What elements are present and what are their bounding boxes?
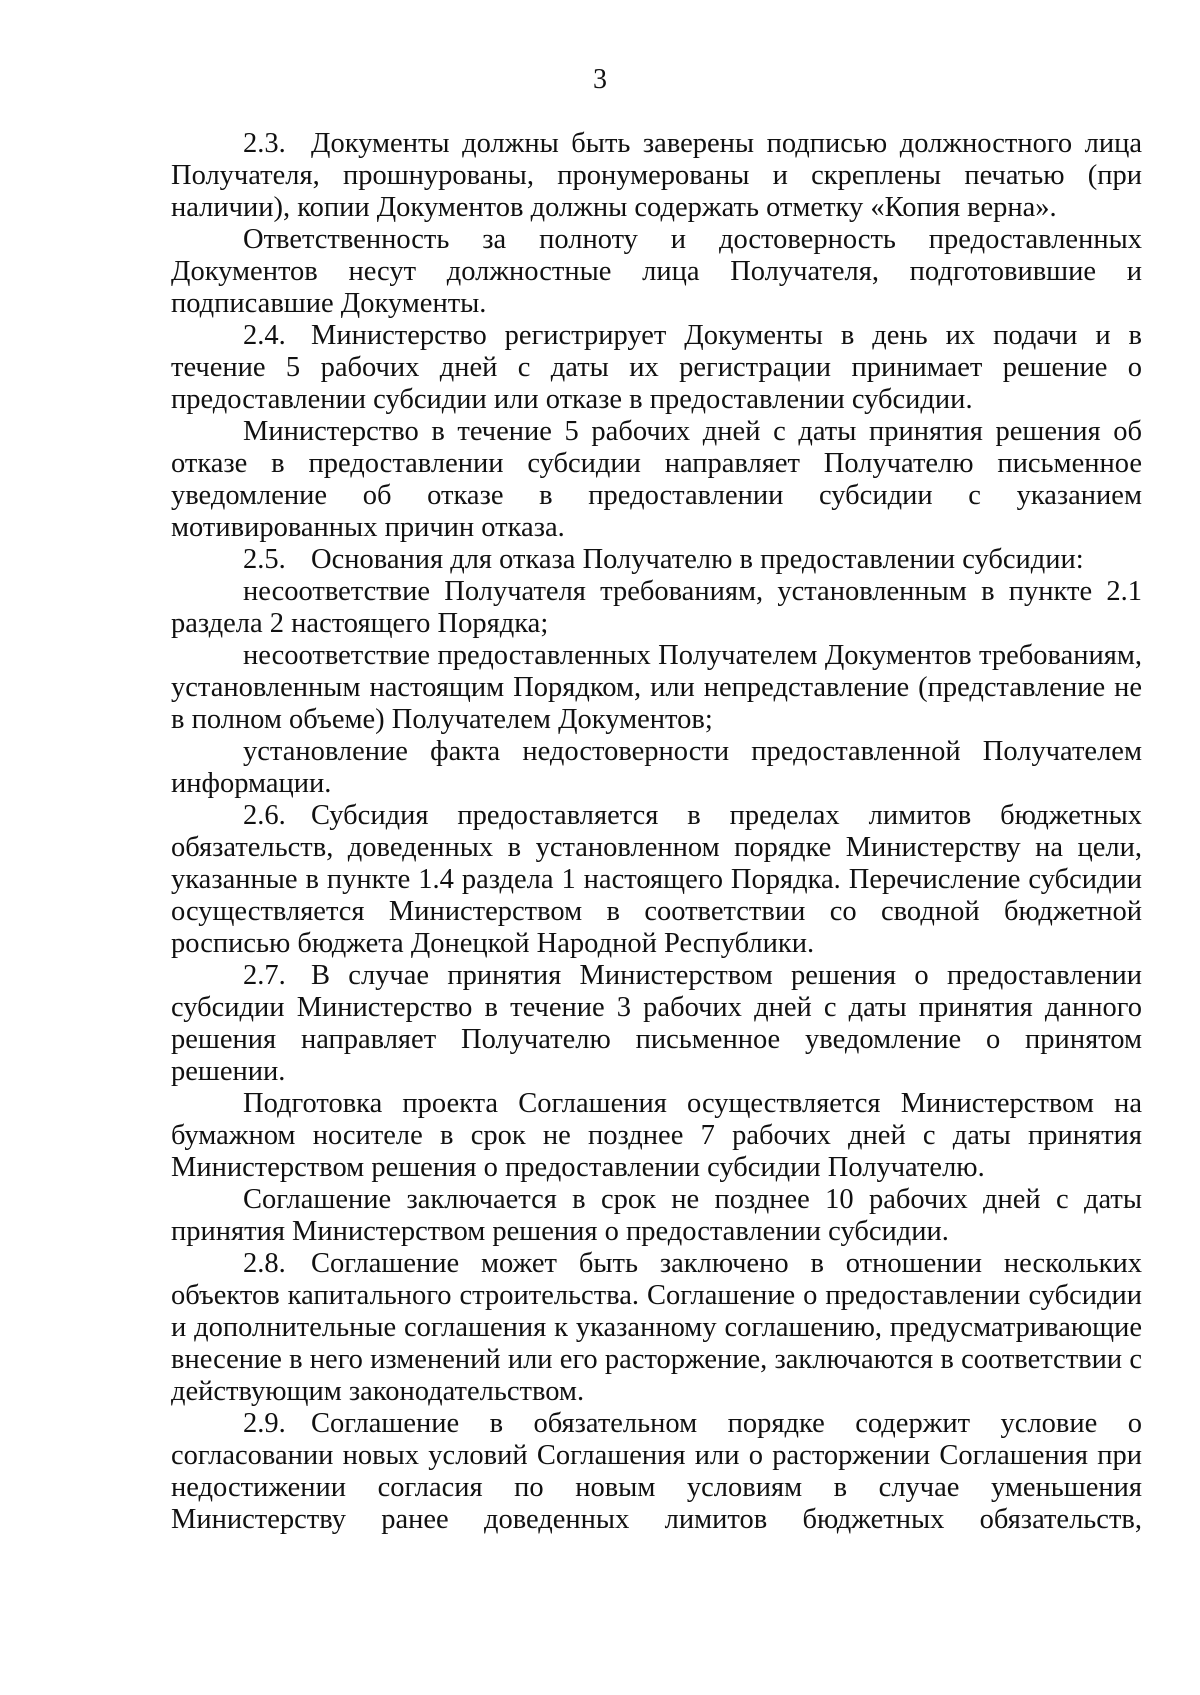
- paragraph-2-6: [171, 800, 1142, 960]
- paragraph-2-8: [171, 1248, 1142, 1408]
- paragraph-text: Министерство регистрирует Документы в день их подачи и в течение 5 рабочих дней с даты их регистрации принимает решение о предоставлении субсидии или отказе в предоставлении субсидии.: [171, 320, 1142, 415]
- paragraph-text: несоответствие Получателя требованиям, установленным в пункте 2.1 раздела 2 настоящего Порядка;: [171, 576, 1142, 639]
- paragraph-text: Документы должны быть заверены подписью должностного лица Получателя, прошнурованы, пронумерованы и скреплены печатью (при наличии), копии Документов должны содержать отметку «Копия верна».: [171, 128, 1142, 223]
- clause-number: 2.3.: [243, 128, 286, 159]
- refusal-ground-2: [171, 640, 1142, 736]
- paragraph-text: Основания для отказа Получателю в предоставлении субсидии:: [311, 544, 1084, 575]
- refusal-ground-1: [171, 576, 1142, 640]
- paragraph-text: Соглашение может быть заключено в отношении нескольких объектов капитального строительства. Соглашение о предоставлении субсидии и дополнительные соглашения к указанному соглашению, предусматривающие внесение в него изменений или его расторжение, заключаются в соответствии с действующим законодательством.: [171, 1248, 1142, 1407]
- paragraph-text: Соглашение заключается в срок не позднее 10 рабочих дней с даты принятия Министерством решения о предоставлении субсидии.: [171, 1184, 1142, 1247]
- clause-number: 2.4.: [243, 320, 286, 351]
- page-number: 3: [593, 64, 607, 95]
- paragraph-refusal-notice: [171, 416, 1142, 544]
- paragraph-2-5: [171, 544, 1142, 576]
- paragraph-draft-agreement: [171, 1088, 1142, 1184]
- document-body: [171, 128, 1142, 1536]
- paragraph-2-9: [171, 1408, 1142, 1536]
- paragraph-responsibility: [171, 224, 1142, 320]
- paragraph-text: Ответственность за полноту и достоверность предоставленных Документов несут должностные лица Получателя, подготовившие и подписавшие Документы.: [171, 224, 1142, 319]
- paragraph-2-3: [171, 128, 1142, 224]
- paragraph-text: Субсидия предоставляется в пределах лимитов бюджетных обязательств, доведенных в установленном порядке Министерству на цели, указанные в пункте 1.4 раздела 1 настоящего Порядка. Перечисление субсидии осуществляется Министерством в соответствии со сводной бюджетной росписью бюджета Донецкой Народной Республики.: [171, 800, 1142, 959]
- paragraph-text: несоответствие предоставленных Получателем Документов требованиям, установленным настоящим Порядком, или непредставление (представление не в полном объеме) Получателем Документов;: [171, 640, 1142, 735]
- paragraph-agreement-term: [171, 1184, 1142, 1248]
- paragraph-text: Подготовка проекта Соглашения осуществляется Министерством на бумажном носителе в срок не позднее 7 рабочих дней с даты принятия Министерством решения о предоставлении субсидии Получателю.: [171, 1088, 1142, 1183]
- paragraph-text: В случае принятия Министерством решения о предоставлении субсидии Министерство в течение 3 рабочих дней с даты принятия данного решения направляет Получателю письменное уведомление о принятом решении.: [171, 960, 1142, 1087]
- clause-number: 2.6.: [243, 800, 286, 831]
- paragraph-text: Министерство в течение 5 рабочих дней с даты принятия решения об отказе в предоставлении субсидии направляет Получателю письменное уведомление об отказе в предоставлении субсидии с указанием мотивированных причин отказа.: [171, 416, 1142, 543]
- paragraph-2-7: [171, 960, 1142, 1088]
- paragraph-2-4: [171, 320, 1142, 416]
- paragraph-text: Соглашение в обязательном порядке содержит условие о согласовании новых условий Соглашения или о расторжении Соглашения при недостижении согласия по новым условиям в случае уменьшения Министерству ранее доведенных лимитов бюджетных обязательств,: [171, 1408, 1142, 1535]
- clause-number: 2.7.: [243, 960, 286, 991]
- refusal-ground-3: [171, 736, 1142, 800]
- paragraph-text: установление факта недостоверности предоставленной Получателем информации.: [171, 736, 1142, 799]
- clause-number: 2.9.: [243, 1408, 286, 1439]
- clause-number: 2.5.: [243, 544, 286, 575]
- clause-number: 2.8.: [243, 1248, 286, 1279]
